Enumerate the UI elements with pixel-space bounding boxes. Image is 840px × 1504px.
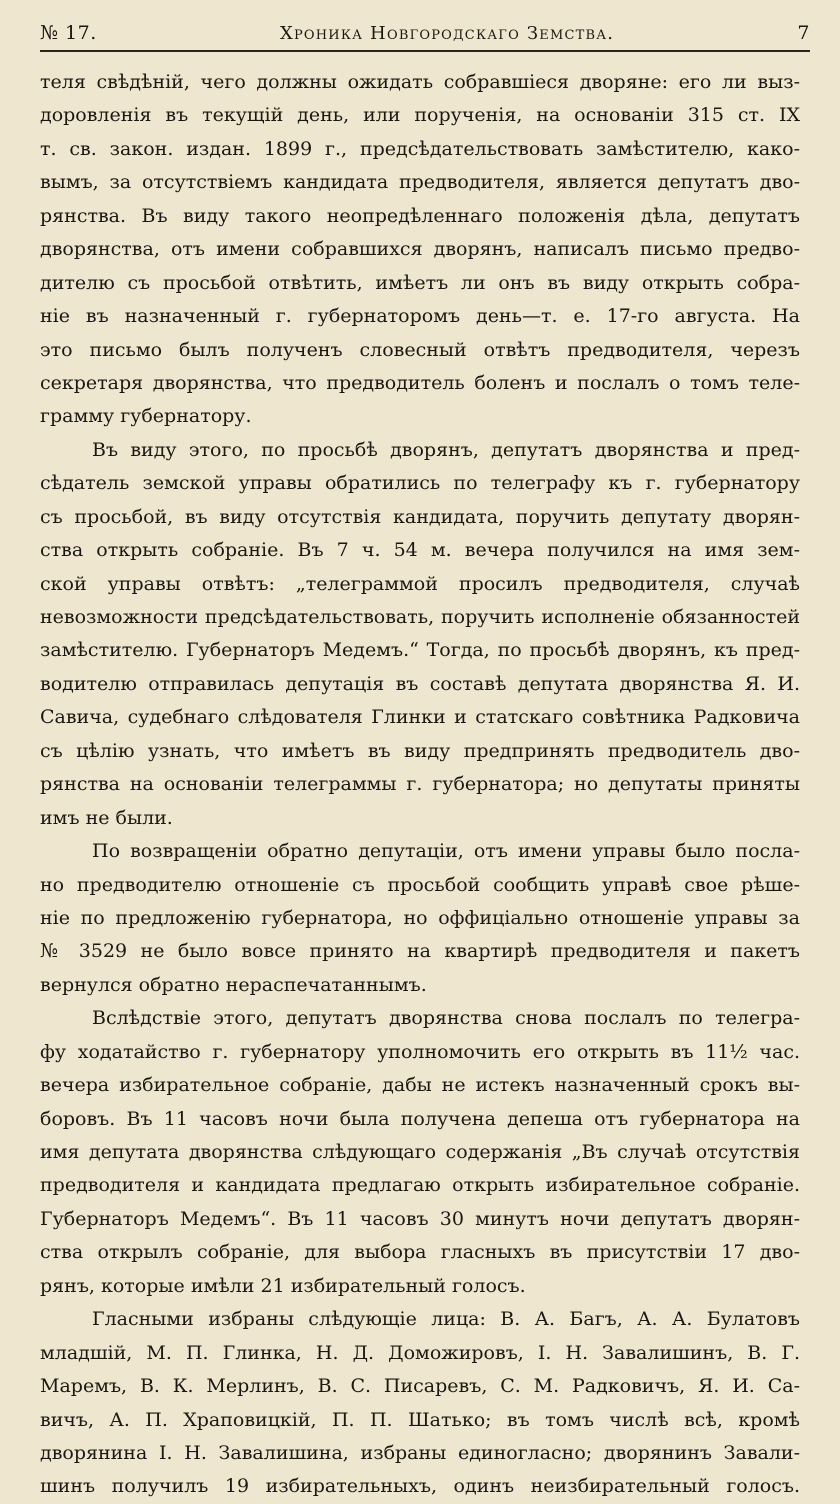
text-line: Въ виду этого, по просьбѣ дворянъ, депутатъ дворянства и пред- [92,438,800,461]
text-line: дворянина І. Н. Завалишина, избраны единогласно; дворянинъ Завали- [40,1441,800,1464]
text-line: вымъ, за отсутствіемъ кандидата предводителя, является депутатъ дво- [40,171,800,194]
text-line: ніе по предложенію губернатора, но оффиціально отношеніе управы за [40,906,800,929]
text-line: Савича, судебнаго слѣдователя Глинки и статскаго совѣтника Радковича [40,706,800,729]
text-line: теля свѣдѣній, чего должны ожидать собравшіеся дворяне: его ли выз- [40,71,800,93]
text-line: вичъ, А. П. Храповицкій, П. П. Шатько; въ томъ числѣ всѣ, кромѣ [40,1408,800,1431]
text-line: Маремъ, В. К. Мерлинъ, В. С. Писаревъ, С. М. Радковичъ, Я. И. Са- [40,1375,800,1398]
text-line: съ цѣлію узнать, что имѣетъ въ виду предпринять предводитель дво- [40,739,800,762]
text-line: Гласными избраны слѣдующіе лица: В. А. Багъ, А. А. Булатовъ [92,1308,800,1331]
header-rule [40,50,810,52]
issue-number: № 17. [40,22,97,44]
text-line: По возвращеніи обратно депутаціи, отъ имени управы было посла- [92,840,800,863]
body-text [40,66,800,1504]
text-line: замѣстителю. Губернаторъ Медемъ.“ Тогда, по просьбѣ дворянъ, къ пред- [40,639,800,662]
text-line: боровъ. Въ 11 часовъ ночи была получена депеша отъ губернатора на [40,1107,800,1130]
text-line: вечера избирательное собраніе, дабы не истекъ назначенный срокъ вы- [40,1074,800,1097]
page-number: 7 [797,22,810,44]
text-line: невозможности предсѣдательствовать, поручить исполненіе обязанностей [40,606,800,628]
text-line: фу ходатайство г. губернатору уполномочить его открыть въ 11½ час. [40,1040,800,1063]
text-line: это письмо былъ полученъ словесный отвѣтъ предводителя, черезъ [40,338,800,361]
text-line: доровленія въ текущій день, или порученія, на основаніи 315 ст. IX [40,104,800,127]
text-line: имъ не были. [40,806,173,829]
text-line: № 3529 не было вовсе принято на квартирѣ предводителя и пакетъ [40,940,800,963]
text-line: ства открыть собраніе. Въ 7 ч. 54 м. вечера получился на имя зем- [40,539,800,562]
text-line: т. св. закон. издан. 1899 г., предсѣдательствовать замѣстителю, како- [40,137,800,160]
text-line: младшій, М. П. Глинка, Н. Д. Доможировъ, І. Н. Завалишинъ, В. Г. [40,1341,800,1364]
text-line: дителю съ просьбой отвѣтить, имѣетъ ли онъ въ виду открыть собра- [40,271,800,294]
text-line: секретаря дворянства, что предводитель боленъ и послалъ о томъ теле- [40,371,800,394]
text-line: но предводителю отношеніе съ просьбой сообщить управѣ свое рѣше- [40,873,800,896]
text-line: имя депутата дворянства слѣдующаго содержанія „Въ случаѣ отсутствія [40,1141,800,1163]
text-line: рянъ, которые имѣли 21 избирательный голосъ. [40,1274,526,1297]
text-line: ства открылъ собраніе, для выбора гласныхъ въ присутствіи 17 дво- [40,1241,800,1264]
text-line: предводителя и кандидата предлагаю открыть избирательное собраніе. [40,1174,800,1197]
text-line: шинъ получилъ 19 избирательныхъ, одинъ неизбирательный голосъ. [40,1475,800,1498]
running-header [40,18,810,48]
journal-title: Хроника Новгородскаго Земства. [279,22,615,44]
text-line: ніе въ назначенный г. губернаторомъ день—т. е. 17-го августа. На [40,305,800,328]
text-line: сѣдатель земской управы обратились по телеграфу къ г. губернатору [40,472,800,495]
text-line: рянства на основаніи телеграммы г. губернатора; но депутаты приняты [40,773,800,796]
text-line: Вслѣдствіе этого, депутатъ дворянства снова послалъ по телегра- [92,1007,800,1030]
text-line: ской управы отвѣтъ: „телеграммой просилъ предводителя, случаѣ [40,572,800,595]
text-line: грамму губернатору. [40,405,252,428]
text-line: вернулся обратно нераспечатаннымъ. [40,973,427,996]
text-line: рянства. Въ виду такого неопредѣленнаго положенія дѣла, депутатъ [40,204,800,227]
text-line: водителю отправилась депутація въ составѣ депутата дворянства Я. И. [40,672,800,695]
text-line: съ просьбой, въ виду отсутствія кандидата, поручить депутату дворян- [40,505,800,528]
text-line: дворянства, отъ имени собравшихся дворянъ, написалъ письмо предво- [40,238,800,261]
text-line: Губернаторъ Медемъ“. Въ 11 часовъ 30 минутъ ночи депутатъ дворян- [40,1207,800,1230]
